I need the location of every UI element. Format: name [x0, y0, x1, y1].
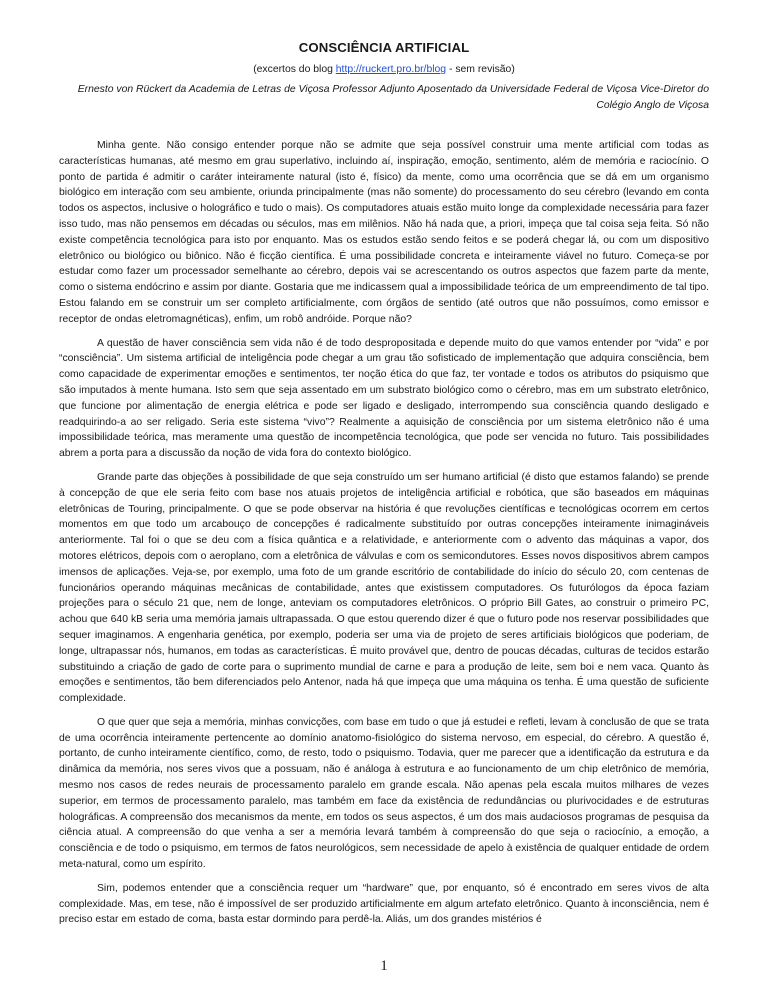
- document-title: CONSCIÊNCIA ARTIFICIAL: [298, 40, 470, 55]
- blog-link[interactable]: http://ruckert.pro.br/blog: [335, 64, 447, 75]
- paragraph-4: O que quer que seja a memória, minhas convicções, com base em tudo o que já estudei e refleti, levam à conclusão de que se trata de uma ocorrência inteiramente pertencente ao domínio anatomo-fisiológico do sistema nervoso, em especial, do cérebro. A questão é, portanto, de cunho inteiramente científico, como, de resto, todo o psiquismo. Todavia, quer me parecer que a identificação da estrutura e da dinâmica da memória, nos seres vivos que a possuam, não é análoga à estrutura e ao funcionamento de um chip eletrônico de memória, mesmo nos casos de redes neurais de processamento paralelo em grande escala. Não apenas pela escala muitos milhares de vezes superior, em termos de processamento paralelo, mas também em face da existência de redundâncias ou plurivocidades e de estruturas holográficas. A compreensão dos mecanismos da mente, em todos os seus aspectos, é um dos mais audaciosos programas de pesquisa da ciência atual. A compreensão do que venha a ser a memória levará também à compreensão do que seja o raciocínio, a emoção, a consciência e de todo o psiquismo, em termos de fatos neurológicos, sem necessidade de apelo à existência de qualquer entidade de ordem meta-natural, como um espírito.: [59, 716, 709, 871]
- paragraph-2: A questão de haver consciência sem vida não é de todo despropositada e depende muito do que vamos entender por “vida” e por “consciência”. Um sistema artificial de inteligência pode chegar a um grau tão sofisticado de implementação que adquira consciência, bem como capacidade de experimentar emoções e sentimentos, ter noção ética do que faz, ter vontade e todos os atributos do psiquismo que são imputados à mente humana. Isto sem que seja assentado em um substrato biológico como o cérebro, mas em um substrato eletrônico, que funcione por alimentação de energia elétrica e pode ser ligado e desligado, interrompendo sua consciência quando desligado e readquirindo-a ao ser religado. Seria este sistema “vivo”? Realmente a aquisição de consciência por um sistema eletrônico não é uma impossibilidade teórica, mas meramente uma questão de incompetência tecnológica, que pode ser vencida no futuro. Tais possibilidades abrem a porta para a discussão da noção de vida fora do contexto biológico.: [59, 337, 709, 460]
- subtitle-prefix: (excertos do blog: [253, 64, 336, 75]
- page-number: 1: [380, 958, 388, 974]
- document-subtitle: [59, 64, 709, 75]
- paragraph-1: Minha gente. Não consigo entender porque não se admite que seja possível construir uma mente artificial com todas as características humanas, até mesmo em grau superlativo, incluindo aí, inspiração, emoção, sentimento, além de memória e raciocínio. O ponto de partida é admitir o caráter inteiramente natural (isto é, físico) da mente, como uma ocorrência que se dá em um organismo biológico em interação com seu ambiente, oriunda principalmente (mas não somente) do processamento do seu cérebro (levando em conta todos os aspectos, inclusive o holográfico e tudo o mais). Os computadores atuais estão muito longe da complexidade necessária para fazer isso tudo, mas não pensemos em décadas ou séculos, mas em milênios. Não há nada que, a priori, impeça que tal coisa seja feita. Só não existe competência tecnológica para isto por enquanto. Mas os estudos estão sendo feitos e se poderá chegar lá, ou com um dispositivo eletrônico ou biológico ou biônico. Não é ficção científica. É uma possibilidade concreta e inteiramente viável no futuro. Começa-se por estudar como fazer um processador semelhante ao cérebro, depois vai se acrescentando os outros aspectos que fazem parte da mente, como o sistema endócrino e assim por diante. Gostaria que me indicassem qual a impossibilidade teórica de um empreendimento de tal tipo. Estou falando em se construir um ser completo artificialmente, com órgãos de sentido (até outros que não possuímos, como emissor e receptor de ondas eletromagnéticas), enfim, um robô andróide. Porque não?: [59, 140, 709, 325]
- document-body: [59, 138, 709, 928]
- author-line: Ernesto von Rückert da Academia de Letras de Viçosa Professor Adjunto Aposentado da Universidade Federal de Viçosa Vice-Diretor do Colégio Anglo de Viçosa: [77, 84, 709, 111]
- subtitle-suffix: - sem revisão): [446, 64, 515, 75]
- paragraph-5: Sim, podemos entender que a consciência requer um “hardware” que, por enquanto, só é encontrado em seres vivos de alta complexidade. Mas, em tese, não é impossível de ser produzido artificialmente em algum artefato eletrônico. Quanto à inconsciência, nem é preciso estar em estado de coma, basta estar dormindo para perdê-la. Aliás, um dos grandes mistérios é: [59, 882, 709, 926]
- paragraph-3: Grande parte das objeções à possibilidade de que seja construído um ser humano artificial (é disto que estamos falando) se prende à concepção de que ele seria feito com base nos atuais projetos de inteligência artificial e robótica, que são baseados em máquinas eletrônicas de Touring, principalmente. O que se pode observar na história é que revoluções científicas e tecnológicas ocorrem em certos momentos em que todo um arcabouço de concepções é radicalmente substituído por outras concepções inteiramente inimagináveis anteriormente. Tal foi o que se deu com a física quântica e a relatividade, e anteriormente com o advento das máquinas a vapor, dos motores elétricos, depois com o aeroplano, com a eletrônica de válvulas e com os semicondutores. Esses novos dispositivos abrem campos imensos de aplicações. Veja-se, por exemplo, uma foto de um grande escritório de contabilidade do início do século 20, com centenas de funcionários operando máquinas mecânicas de contabilidade, antes que existissem computadores. Os futurólogos da época faziam projeções para o século 21 que, nem de longe, anteviam os computadores eletrônicos. O próprio Bill Gates, ao construir o primeiro PC, achou que 640 kB seria uma memória jamais ultrapassada. O que estou querendo dizer é que o futuro pode nos reservar possibilidades que sequer imaginamos. A engenharia genética, por exemplo, poderia ser uma via de projeto de seres artificiais biológicos que poderiam, de longe, ultrapassar nós, humanos, em todas as características. É muito provável que, dentro de poucas décadas, culturas de tecidos estarão substituindo a criação de gado de corte para o suprimento mundial de carne e para a produção de leite, sem boi e nem vaca. Quanto às emoções e sentimentos, tão bem diferenciados pelo Antenor, nada há que impeça que uma máquina os tenha. É uma questão de suficiente complexidade.: [59, 471, 709, 705]
